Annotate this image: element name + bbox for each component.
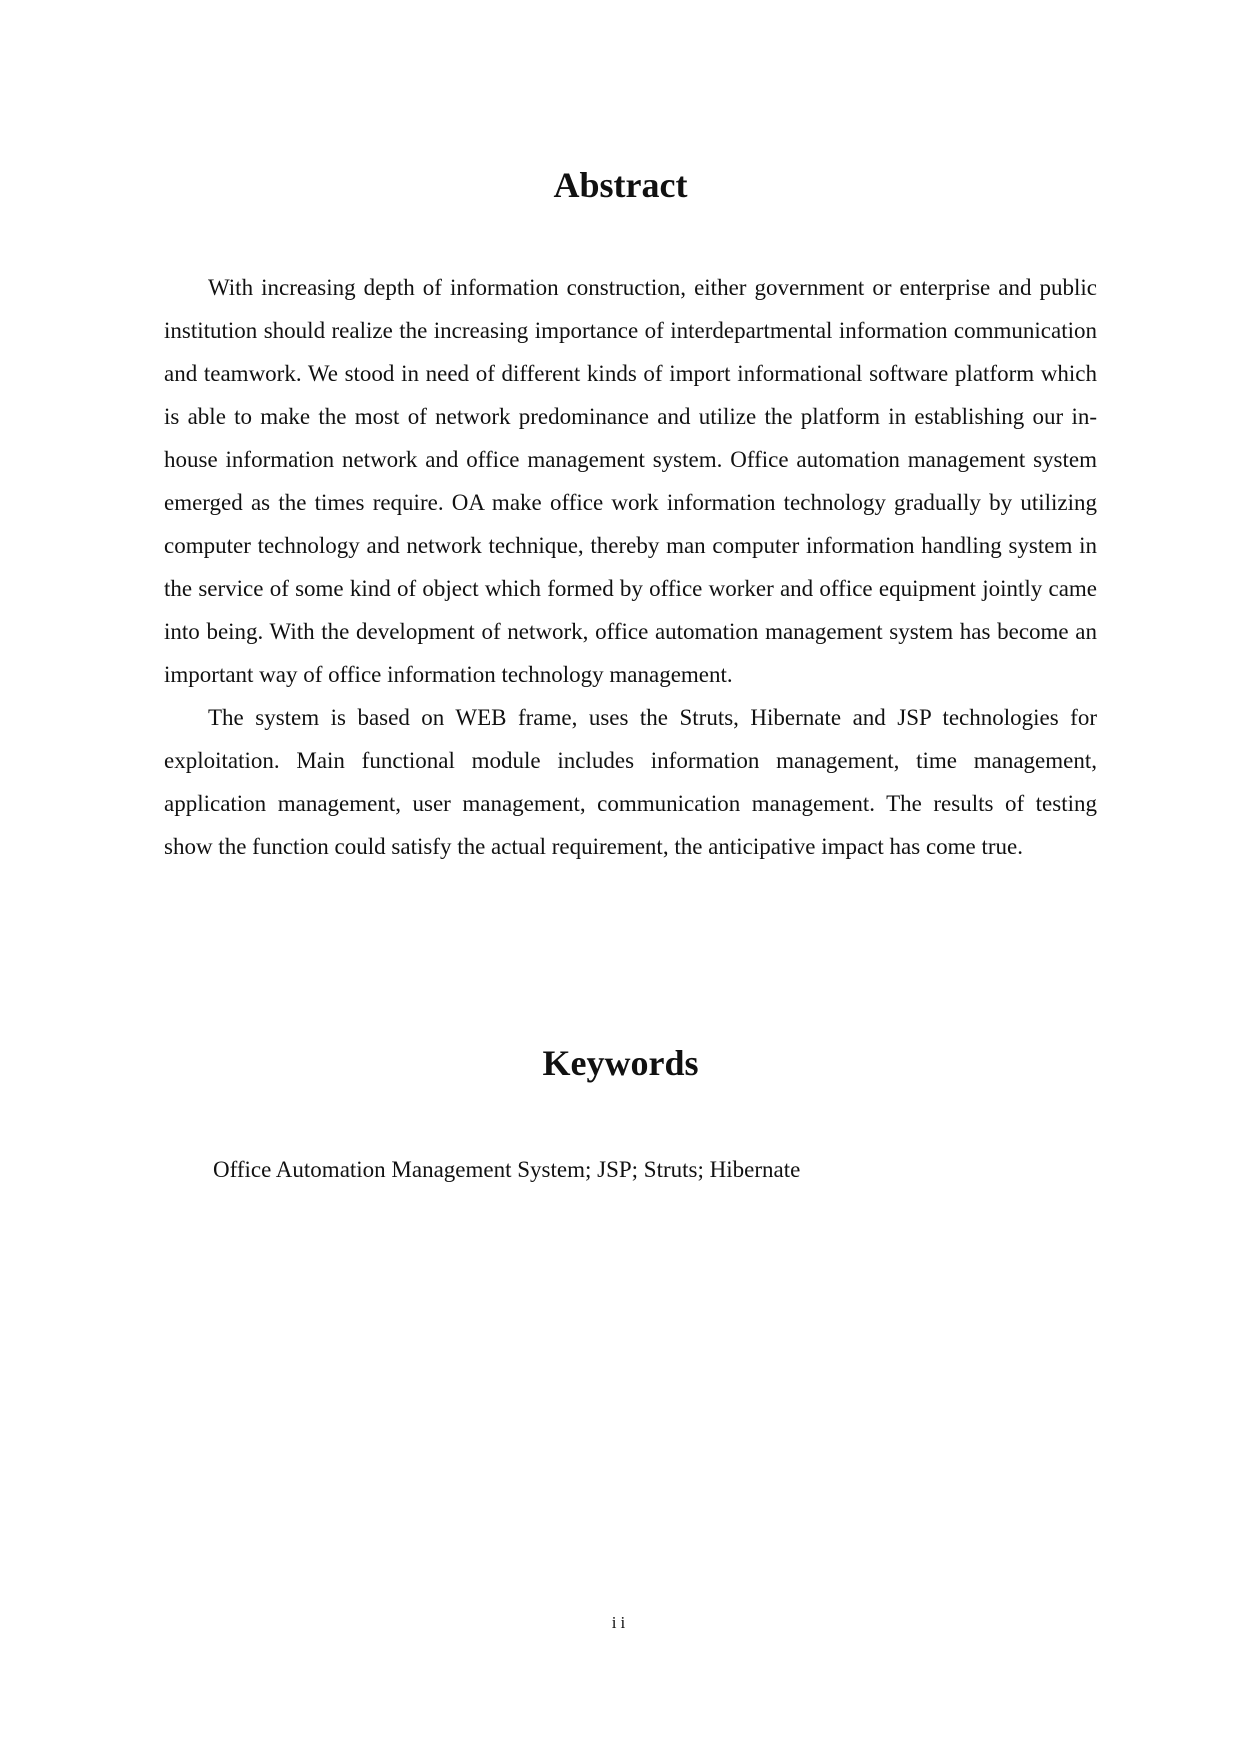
abstract-paragraph-2: The system is based on WEB frame, uses the Struts, Hibernate and JSP technologies for exploitation. Main functional module includes information management, time management, application management, user management, communication management. The results of testing show the function could satisfy the actual requirement, the anticipative impact has come true. <box>164 705 1097 859</box>
keywords-heading: Keywords <box>542 1043 699 1083</box>
keywords-list: Office Automation Management System; JSP; Struts; Hibernate <box>213 1157 801 1182</box>
abstract-heading: Abstract <box>553 165 688 205</box>
abstract-body <box>164 266 1097 868</box>
abstract-paragraph-1: With increasing depth of information construction, either government or enterprise and public institution should realize the increasing importance of interdepartmental information communication and teamwork. We stood in need of different kinds of import informational software platform which is able to make the most of network predominance and utilize the platform in establishing our in-house information network and office management system. Office automation management system emerged as the times require. OA make office work information technology gradually by utilizing computer technology and network technique, thereby man computer information handling system in the service of some kind of object which formed by office worker and office equipment jointly came into being. With the development of network, office automation management system has become an important way of office information technology management. <box>164 275 1097 687</box>
page-number: ii <box>611 1613 630 1632</box>
